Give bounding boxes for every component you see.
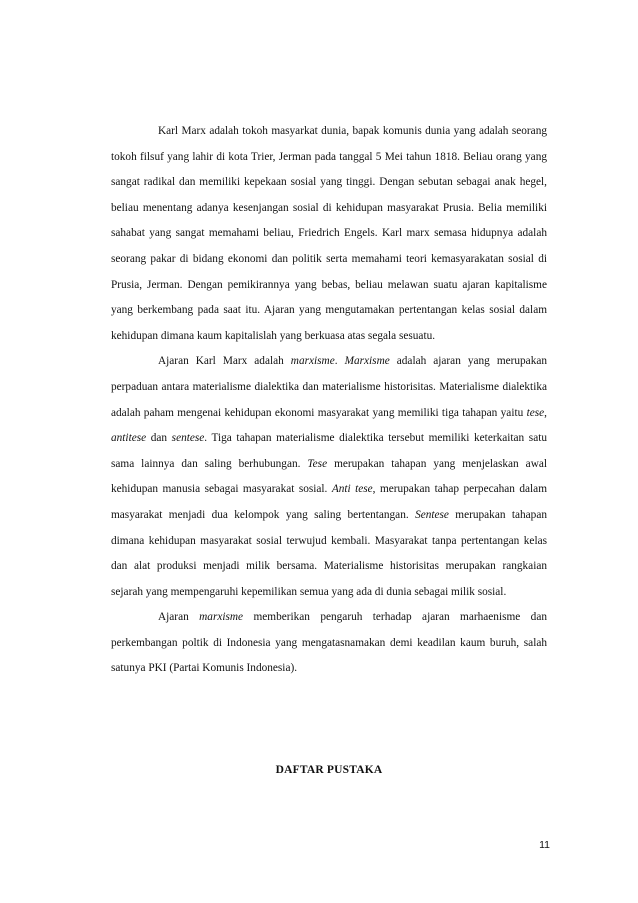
body-text <box>111 119 547 682</box>
paragraph-influence <box>111 605 547 682</box>
text-run: adalah ajaran yang merupakan perpaduan antara materialisme dialektika dan materialisme historisitas. Materialisme dialektika adalah paham mengenai kehidupan ekonomi masyarakat yang memiliki tiga tahapan yaitu <box>111 355 548 419</box>
page-number: 11 <box>539 839 550 851</box>
italic-term: Marxisme <box>344 355 390 368</box>
text-run: , merupakan tahap perpecahan dalam masyarakat menjadi dua kelompok yang saling bertentangan. <box>111 483 547 521</box>
paragraph-marxisme <box>111 349 547 605</box>
paragraph-text: Karl Marx adalah tokoh masyarkat dunia, bapak komunis dunia yang adalah seorang tokoh filsuf yang lahir di kota Trier, Jerman pada tanggal 5 Mei tahun 1818. Beliau orang yang sangat radikal dan memiliki kepekaan sosial yang tinggi. Dengan sebutan sebagai anak hegel, beliau menentang adanya kesenjangan sosial di kehidupan masyarakat Prusia. Belia memiliki sahabat yang sangat memahami beliau, Friedrich Engels. Karl marx semasa hidupnya adalah seorang pakar di bidang ekonomi dan politik serta memahami teori kemasyarakatan sosial di Prusia, Jerman. Dengan pemikirannya yang bebas, beliau melawan suatu ajaran kapitalisme yang berkembang pada saat itu. Ajaran yang mengutamakan pertentangan kelas sosial dalam kehidupan dimana kaum kapitalislah yang berkuasa atas segala sesuatu. <box>111 125 547 342</box>
text-run: , <box>544 406 547 419</box>
italic-term: sentese <box>171 432 205 445</box>
italic-term: antitese <box>111 432 147 445</box>
text-run: Ajaran Karl Marx adalah <box>158 355 291 368</box>
text-run: dan <box>146 432 172 445</box>
text-run: memberikan pengaruh terhadap ajaran marhaenisme dan perkembangan poltik di Indonesia yang mengatasnamakan demi keadilan kaum buruh, salah satunya PKI (Partai Komunis Indonesia). <box>111 611 547 675</box>
section-heading-daftar-pustaka: DAFTAR PUSTAKA <box>275 764 383 776</box>
italic-term: Sentese <box>415 508 449 521</box>
italic-term: Tese <box>307 457 328 470</box>
italic-term: Anti tese <box>331 483 373 496</box>
text-run: . <box>334 355 345 368</box>
italic-term: tese <box>526 406 545 419</box>
text-run: merupakan tahapan yang menjelaskan awal kehidupan manusia sebagai masyarakat sosial. <box>111 457 547 496</box>
italic-term: marxisme <box>290 355 335 368</box>
paragraph-karl-marx-bio <box>111 119 547 349</box>
text-run: . Tiga tahapan materialisme dialektika tersebut memiliki keterkaitan satu sama lainnya dan saling berhubungan. <box>111 432 547 470</box>
text-run: Ajaran <box>158 611 200 624</box>
text-run: merupakan tahapan dimana kehidupan masyarakat sosial terwujud kembali. Masyarakat tanpa pertentangan kelas dan alat produksi menjadi milik bersama. Materialisme historisitas merupakan rangkaian sejarah yang mempengaruhi kepemilikan semua yang ada di dunia sebagai milik sosial. <box>111 508 547 598</box>
italic-term: marxisme <box>199 611 244 624</box>
